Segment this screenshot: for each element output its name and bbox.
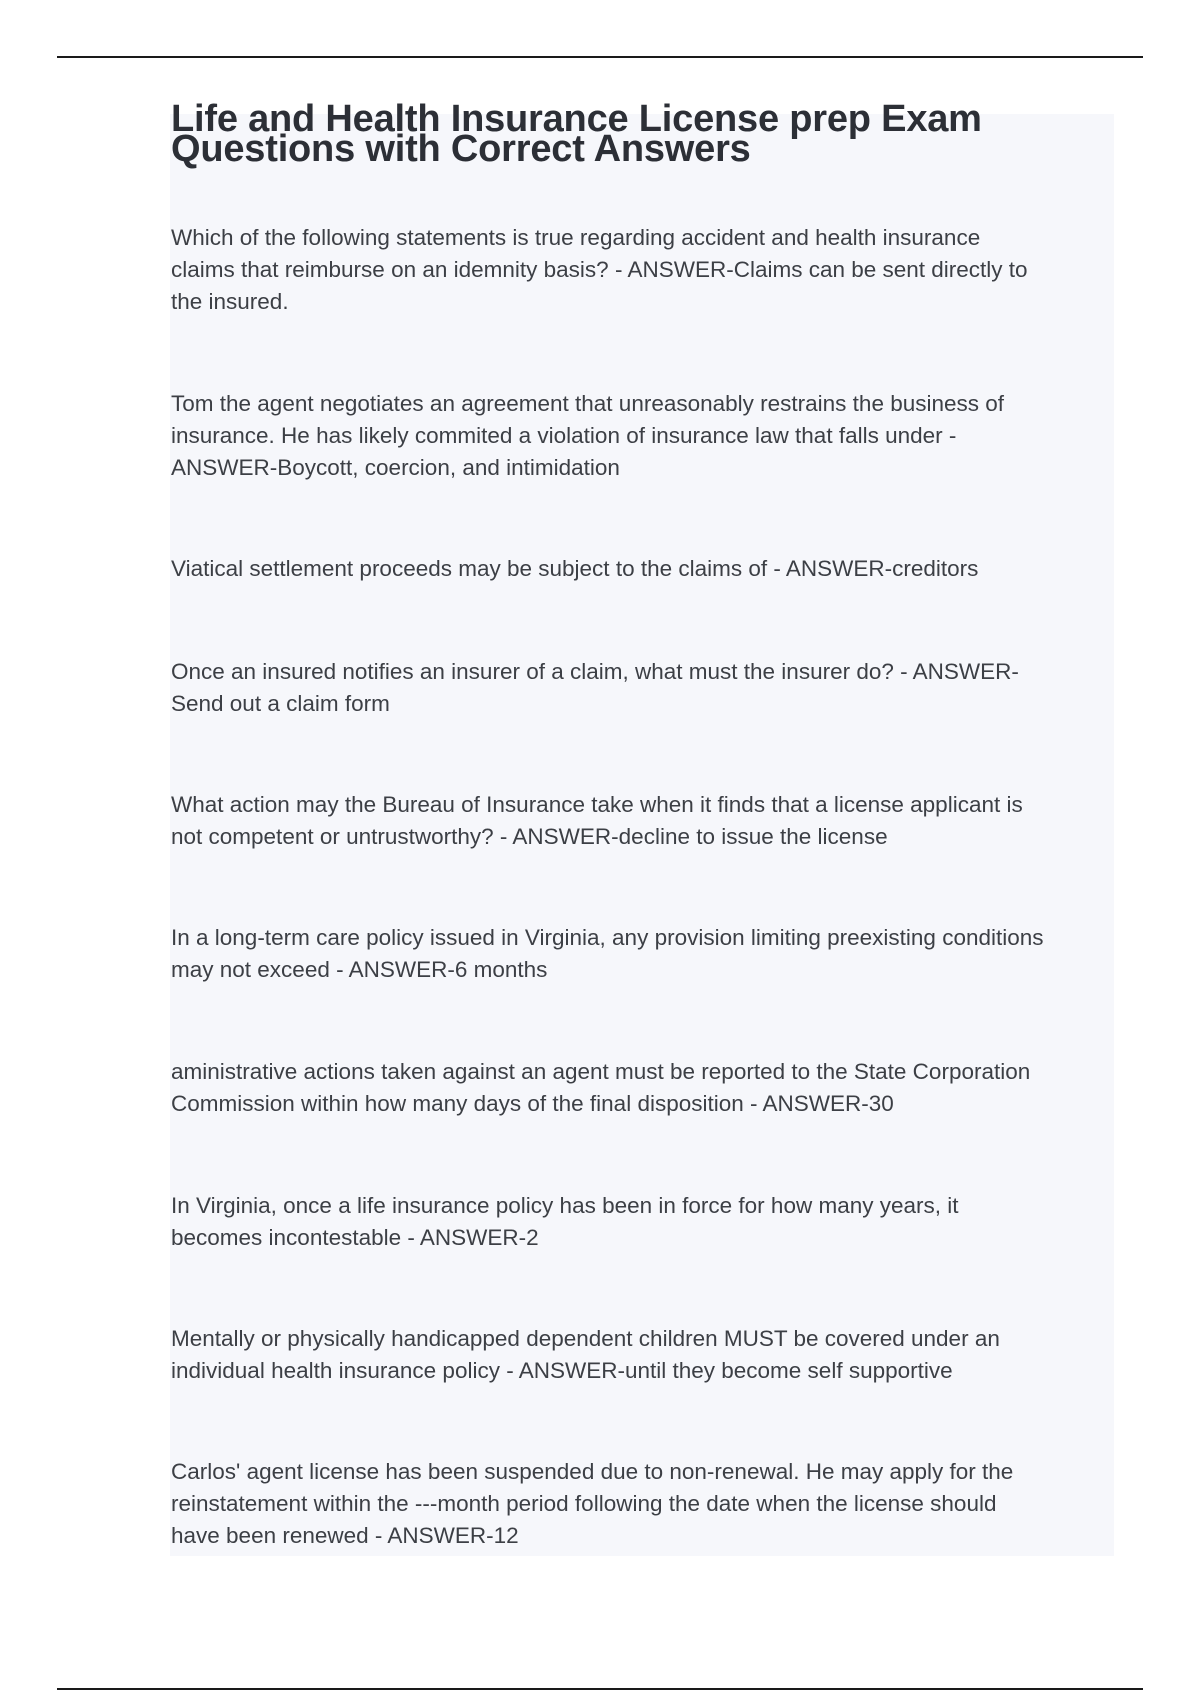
qa-item-10: Carlos' agent license has been suspended due to non-renewal. He may apply for the reinstatement within the ---month period following the date when the license should have been renewed - ANSWER-12 [171, 1459, 1014, 1548]
qa-item-4: Once an insured notifies an insurer of a claim, what must the insurer do? - ANSWER- Send out a claim form [171, 659, 1019, 716]
qa-item-9: Mentally or physically handicapped dependent children MUST be covered under an individual health insurance policy - ANSWER-until they become self supportive [171, 1326, 1000, 1383]
bottom-rule [57, 1688, 1143, 1690]
qa-item-8: In Virginia, once a life insurance policy has been in force for how many years, it becomes incontestable - ANSWER-2 [171, 1193, 959, 1250]
qa-item-7: aministrative actions taken against an agent must be reported to the State Corporation Commission within how many days of the final disposition - ANSWER-30 [171, 1059, 1031, 1116]
qa-item-5: What action may the Bureau of Insurance take when it finds that a license applicant is not competent or untrustworthy? - ANSWER-decline to issue the license [171, 792, 1023, 849]
page-title: Life and Health Insurance License prep Exam Questions with Correct Answers [171, 98, 982, 170]
qa-item-2: Tom the agent negotiates an agreement that unreasonably restrains the business of insurance. He has likely commited a violation of insurance law that falls under - ANSWER-Boycott, coercion, and intimidation [171, 391, 1005, 480]
top-rule [57, 56, 1143, 58]
qa-list [171, 222, 1116, 1556]
qa-item-3: Viatical settlement proceeds may be subject to the claims of - ANSWER-creditors [171, 556, 979, 581]
qa-item-1: Which of the following statements is true regarding accident and health insurance claims that reimburse on an idemnity basis? - ANSWER-Claims can be sent directly to the insured. [171, 225, 1028, 314]
qa-item-6: In a long-term care policy issued in Virginia, any provision limiting preexisting conditions may not exceed - ANSWER-6 months [171, 925, 1044, 982]
